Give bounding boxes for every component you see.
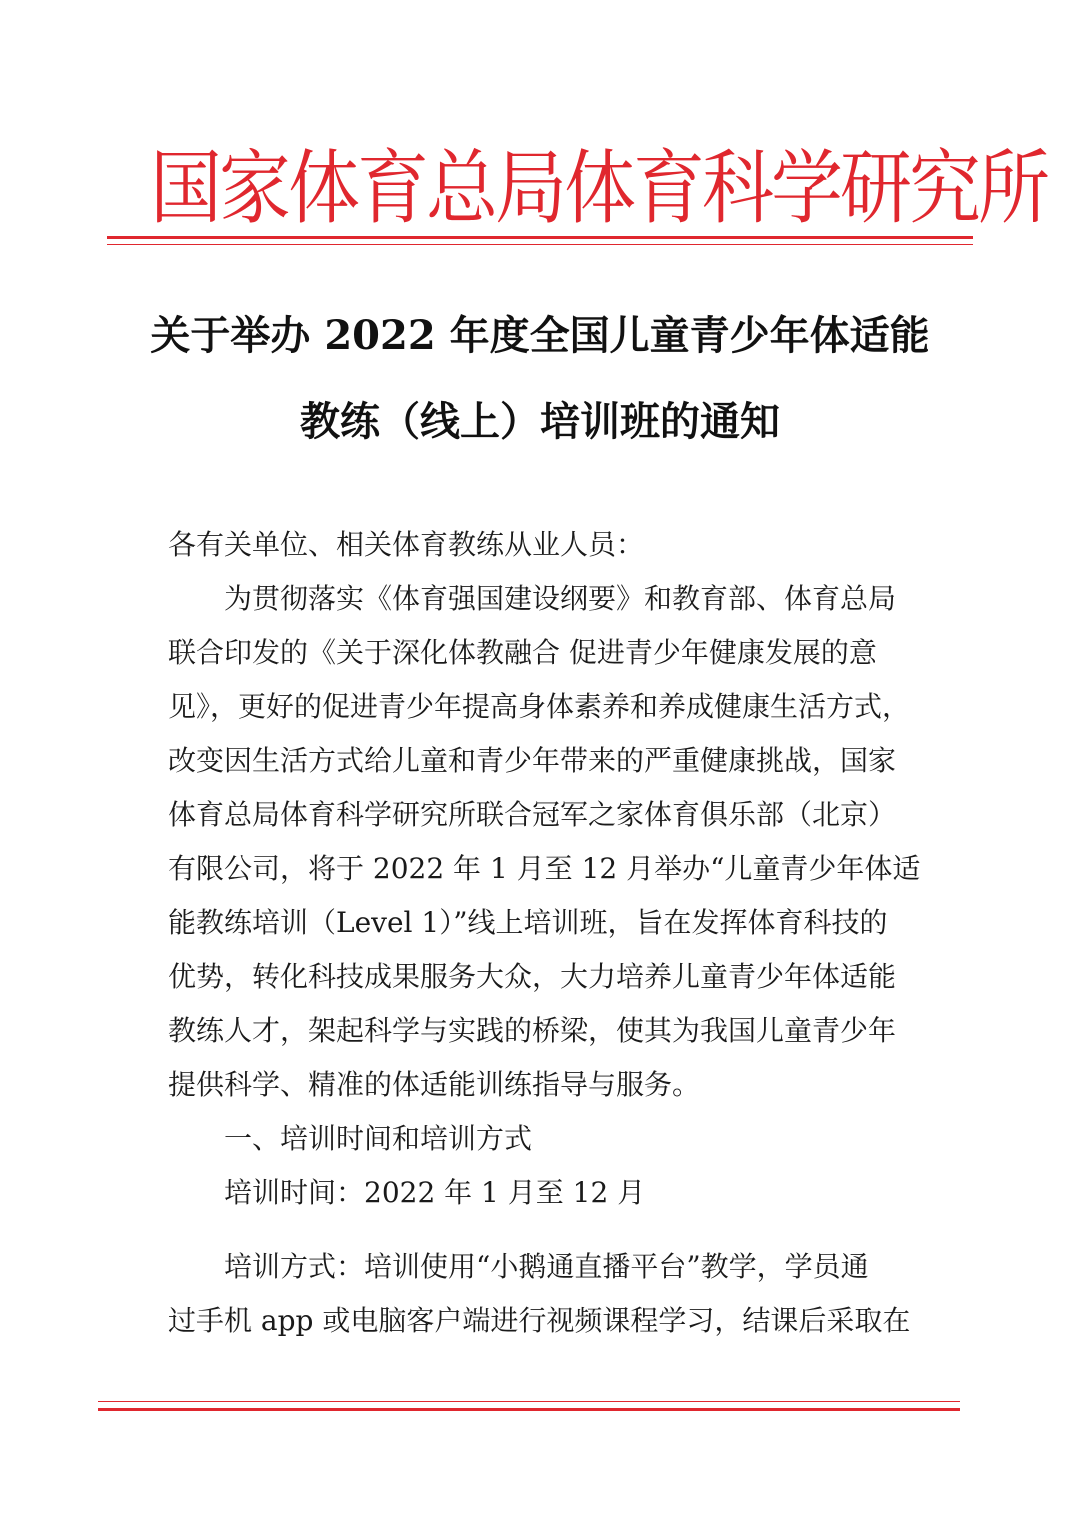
paragraph-line: 联合印发的《关于深化体教融合 促进青少年健康发展的意 xyxy=(168,636,877,669)
masthead-divider-thick xyxy=(107,236,973,239)
paragraph-line: 见》，更好的促进青少年提高身体素养和养成健康生活方式， xyxy=(168,690,911,723)
paragraph-line: 为贯彻落实《体育强国建设纲要》和教育部、体育总局 xyxy=(224,582,897,615)
training-method-line: 培训方式：培训使用“小鹅通直播平台”教学，学员通 xyxy=(224,1250,869,1283)
training-method-line: 过手机 app 或电脑客户端进行视频课程学习，结课后采取在 xyxy=(168,1304,911,1337)
training-time: 培训时间：2022 年 1 月至 12 月 xyxy=(224,1176,646,1209)
paragraph-line: 优势，转化科技成果服务大众，大力培养儿童青少年体适能 xyxy=(168,960,897,993)
footer-divider-thick xyxy=(98,1408,960,1411)
paragraph-line: 能教练培训（Level 1）”线上培训班，旨在发挥体育科技的 xyxy=(168,906,888,939)
footer-divider-thin xyxy=(98,1401,960,1402)
salutation: 各有关单位、相关体育教练从业人员： xyxy=(168,528,645,561)
paragraph-line: 有限公司，将于 2022 年 1 月至 12 月举办“儿童青少年体适 xyxy=(168,852,921,885)
masthead-org-name: 国家体育总局体育科学研究所 xyxy=(150,140,1048,236)
paragraph-line: 教练人才，架起科学与实践的桥梁，使其为我国儿童青少年 xyxy=(168,1014,897,1047)
paragraph-line: 改变因生活方式给儿童和青少年带来的严重健康挑战，国家 xyxy=(168,744,897,777)
paragraph-line: 提供科学、精准的体适能训练指导与服务。 xyxy=(168,1068,701,1101)
paragraph-line: 体育总局体育科学研究所联合冠军之家体育俱乐部（北京） xyxy=(168,798,897,831)
document-title-line-2: 教练（线上）培训班的通知 xyxy=(300,398,780,445)
section-heading: 一、培训时间和培训方式 xyxy=(224,1122,533,1155)
document-title-line-1: 关于举办 2022 年度全国儿童青少年体适能 xyxy=(150,312,930,359)
masthead-divider-thin xyxy=(107,244,973,245)
